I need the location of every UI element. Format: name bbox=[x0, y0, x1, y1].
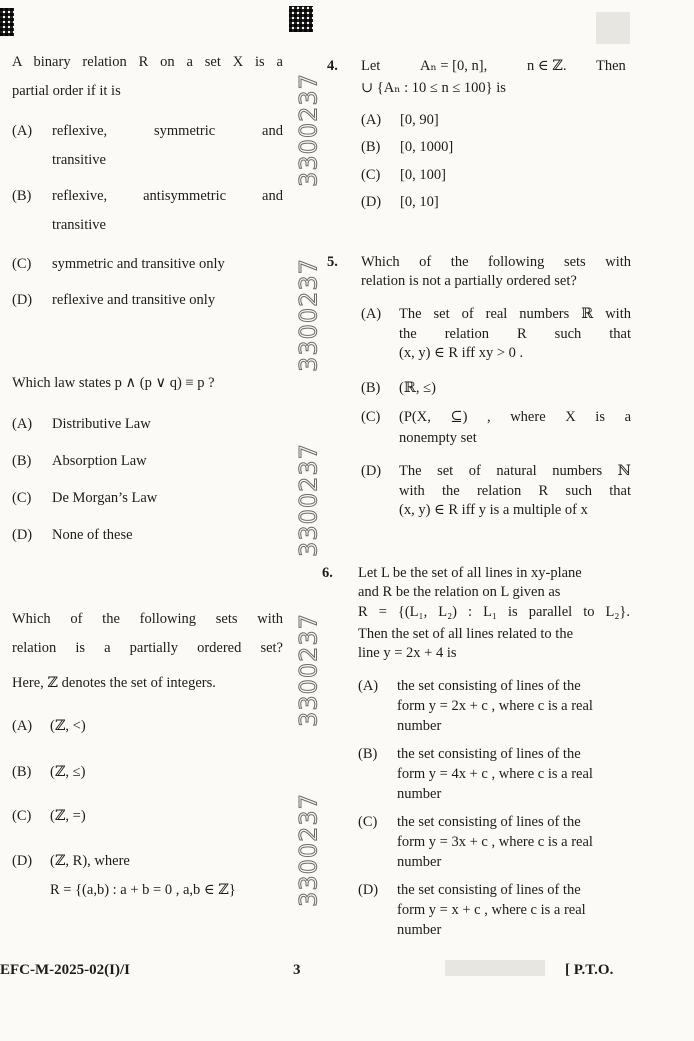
option-text: Absorption Law bbox=[52, 453, 147, 469]
option-text: (ℤ, <) bbox=[50, 718, 86, 734]
option-text: with the relation R such that bbox=[399, 483, 631, 499]
question-text: A binary relation R on a set X is a bbox=[12, 54, 283, 70]
bleed-through-mark bbox=[445, 960, 545, 976]
option-label: (A) bbox=[361, 306, 382, 322]
option-text: transitive bbox=[52, 217, 106, 233]
option-label: (A) bbox=[358, 678, 379, 694]
option-text: the set consisting of lines of the bbox=[397, 678, 581, 694]
option-text: (x, y) ∈ R iff xy > 0 . bbox=[399, 345, 524, 361]
option-text: the set consisting of lines of the bbox=[397, 882, 581, 898]
option-label: (C) bbox=[361, 167, 381, 183]
option-label: (C) bbox=[12, 808, 32, 824]
question-text: Then the set of all lines related to the bbox=[358, 626, 574, 642]
option-text: (P(X, ⊆) , where X is a bbox=[399, 409, 631, 425]
option-label: (D) bbox=[361, 463, 382, 479]
question-text: relation is not a partially ordered set? bbox=[361, 273, 577, 289]
option-text: [0, 90] bbox=[400, 112, 439, 128]
option-text: [0, 100] bbox=[400, 167, 446, 183]
option-label: (A) bbox=[361, 112, 382, 128]
option-text: number bbox=[397, 718, 442, 734]
option-label: (D) bbox=[12, 527, 33, 543]
option-text: form y = 4x + c , where c is a real bbox=[397, 766, 593, 782]
option-text: number bbox=[397, 922, 442, 938]
option-text: the set consisting of lines of the bbox=[397, 814, 581, 830]
qr-code-icon bbox=[289, 6, 313, 32]
option-label: (C) bbox=[358, 814, 378, 830]
question-number: 4. bbox=[327, 58, 338, 74]
option-text: reflexive, antisymmetric and bbox=[52, 188, 283, 204]
relation-definition: R = {(a,b) : a + b = 0 , a,b ∈ ℤ} bbox=[50, 882, 236, 898]
question-text: line y = 2x + 4 is bbox=[358, 645, 457, 661]
option-text: form y = 2x + c , where c is a real bbox=[397, 698, 593, 714]
option-text: The set of real numbers ℝ with bbox=[399, 306, 631, 322]
question-text: Which law states p ∧ (p ∨ q) ≡ p ? bbox=[12, 375, 215, 391]
option-text: reflexive, symmetric and bbox=[52, 123, 283, 139]
question-text: Which of the following sets with bbox=[12, 611, 283, 627]
option-text: (ℤ, ≤) bbox=[50, 764, 86, 780]
option-text: reflexive and transitive only bbox=[52, 292, 216, 308]
option-text: number bbox=[397, 786, 442, 802]
option-label: (A) bbox=[12, 416, 33, 432]
bleed-through-mark bbox=[596, 12, 630, 44]
question-text: Aₙ = [0, n], bbox=[420, 58, 488, 74]
question-text: Let L be the set of all lines in xy-plane bbox=[358, 565, 582, 581]
question-text: R = {(L₁, L₂) : L₁ is parallel to L₂}. bbox=[358, 604, 630, 620]
option-label: (A) bbox=[12, 718, 33, 734]
option-label: (D) bbox=[12, 292, 33, 308]
option-text: None of these bbox=[52, 527, 133, 543]
option-label: (D) bbox=[358, 882, 379, 898]
question-text: Which of the following sets with bbox=[361, 254, 631, 270]
option-text: the set consisting of lines of the bbox=[397, 746, 581, 762]
question-text: n ∈ ℤ. bbox=[527, 58, 567, 74]
option-text: symmetric and transitive only bbox=[52, 256, 225, 272]
option-label: (D) bbox=[12, 853, 33, 869]
option-text: number bbox=[397, 854, 442, 870]
option-label: (D) bbox=[361, 194, 382, 210]
watermark: 3300237 bbox=[294, 613, 323, 727]
question-text: Here, ℤ denotes the set of integers. bbox=[12, 675, 216, 691]
watermark: 3300237 bbox=[294, 258, 323, 372]
question-number: 6. bbox=[322, 565, 333, 581]
question-text: ∪ {Aₙ : 10 ≤ n ≤ 100} is bbox=[361, 80, 506, 96]
option-text: transitive bbox=[52, 152, 106, 168]
option-text: (ℤ, R), where bbox=[50, 853, 130, 869]
option-label: (B) bbox=[12, 453, 32, 469]
option-text: form y = 3x + c , where c is a real bbox=[397, 834, 593, 850]
option-text: [0, 10] bbox=[400, 194, 439, 210]
option-text: The set of natural numbers ℕ bbox=[399, 463, 631, 479]
option-label: (C) bbox=[12, 490, 32, 506]
option-label: (B) bbox=[361, 380, 381, 396]
option-text: (ℤ, =) bbox=[50, 808, 86, 824]
question-text: partial order if it is bbox=[12, 83, 121, 99]
option-label: (C) bbox=[361, 409, 381, 425]
watermark: 3300237 bbox=[294, 793, 323, 907]
option-text: form y = x + c , where c is a real bbox=[397, 902, 586, 918]
option-label: (C) bbox=[12, 256, 32, 272]
watermark: 3300237 bbox=[294, 73, 323, 187]
option-text: De Morgan’s Law bbox=[52, 490, 158, 506]
question-text: Let bbox=[361, 58, 381, 74]
option-label: (B) bbox=[12, 188, 32, 204]
option-text: Distributive Law bbox=[52, 416, 151, 432]
option-text: [0, 1000] bbox=[400, 139, 454, 155]
option-label: (B) bbox=[358, 746, 378, 762]
qr-code-icon bbox=[0, 8, 14, 36]
option-text: (x, y) ∈ R iff y is a multiple of x bbox=[399, 502, 588, 518]
option-label: (B) bbox=[361, 139, 381, 155]
option-text: the relation R such that bbox=[399, 326, 631, 342]
please-turn-over: [ P.T.O. bbox=[565, 962, 614, 978]
option-text: (ℝ, ≤) bbox=[399, 380, 436, 396]
option-label: (B) bbox=[12, 764, 32, 780]
question-number: 5. bbox=[327, 254, 338, 270]
question-text: relation is a partially ordered set? bbox=[12, 640, 283, 656]
question-text: Then bbox=[596, 58, 626, 74]
paper-code: EFC-M-2025-02(I)/I bbox=[0, 962, 130, 978]
page-number: 3 bbox=[293, 962, 301, 978]
watermark: 3300237 bbox=[294, 443, 323, 557]
option-label: (A) bbox=[12, 123, 33, 139]
question-text: and R be the relation on L given as bbox=[358, 584, 561, 600]
option-text: nonempty set bbox=[399, 430, 477, 446]
